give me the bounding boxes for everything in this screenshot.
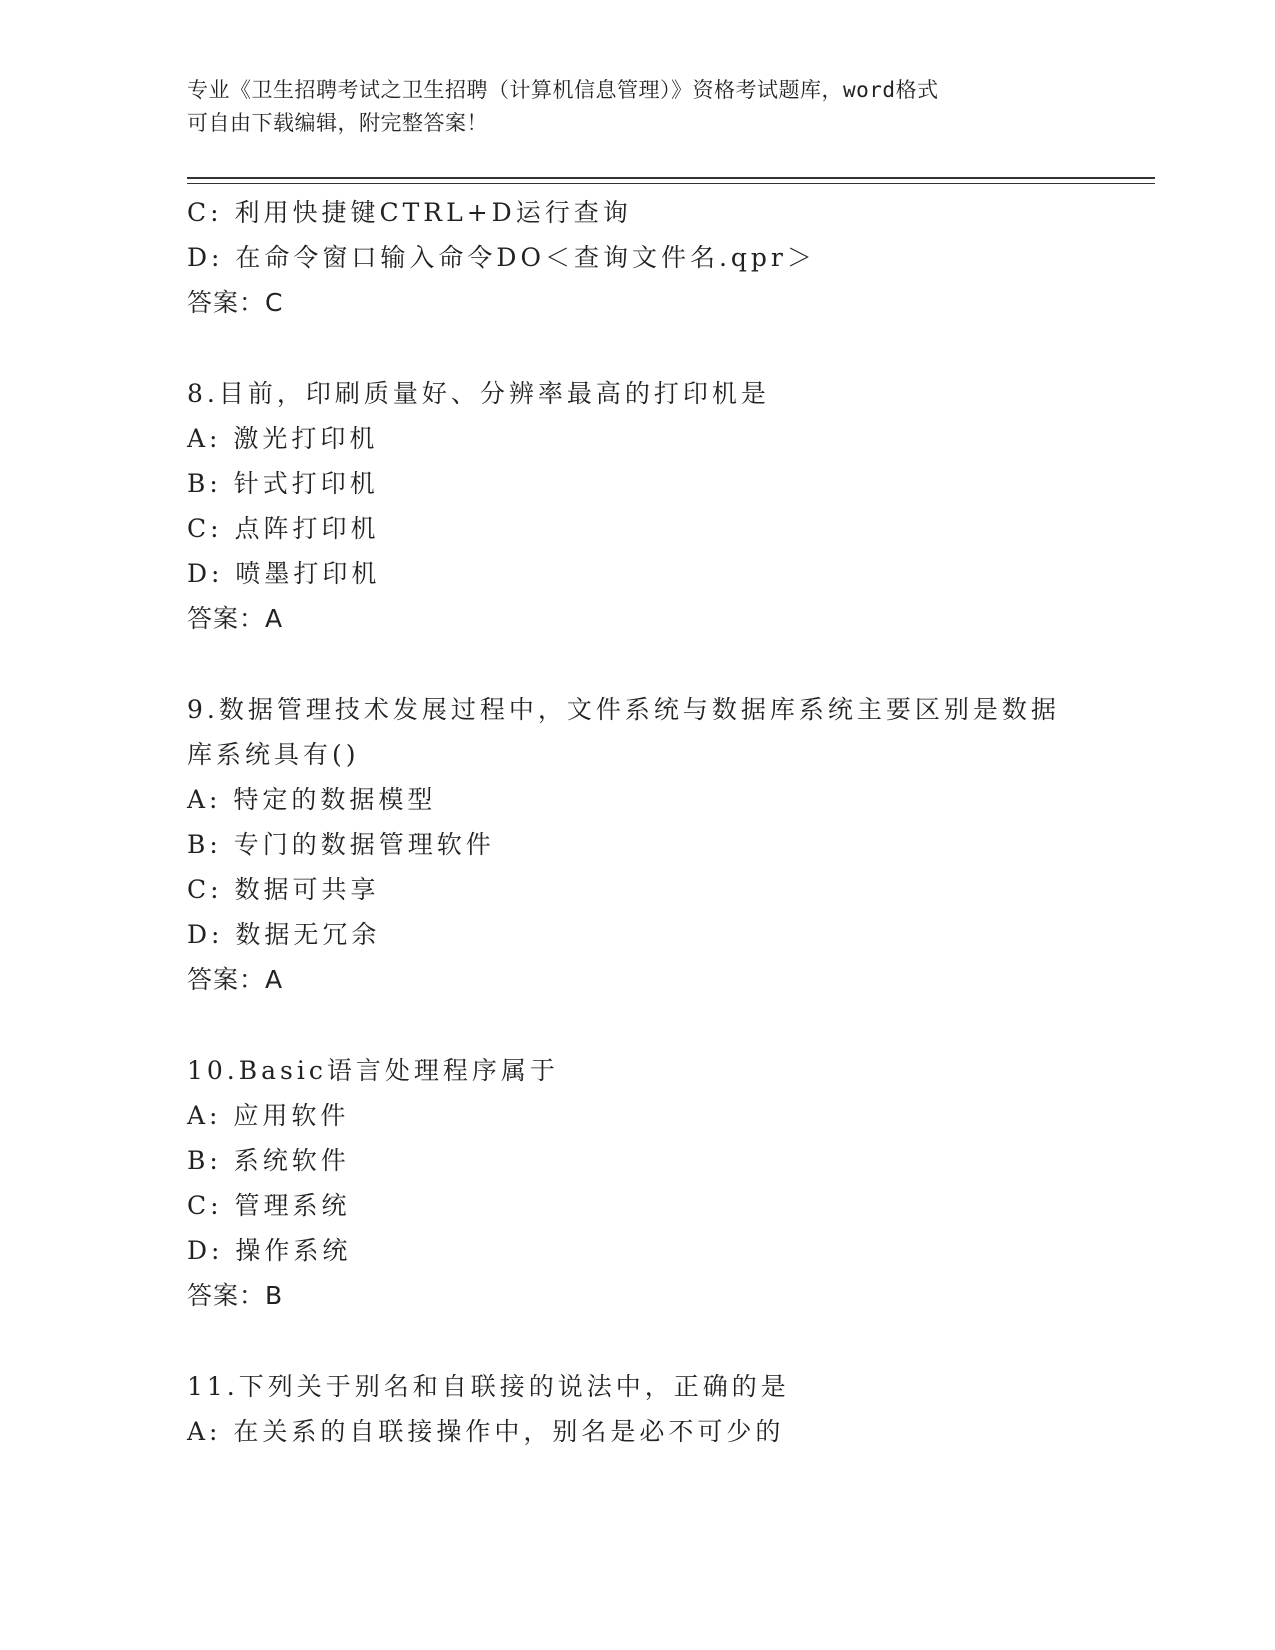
option-d: D: 喷墨打印机 (187, 559, 381, 588)
answer-line: 答案：B (187, 1281, 284, 1310)
option-b: B: 针式打印机 (187, 469, 379, 498)
option-d: D: 操作系统 (187, 1236, 352, 1265)
option-d: D: 数据无冗余 (187, 920, 381, 949)
question-stem: 8.目前，印刷质量好、分辨率最高的打印机是 (187, 379, 770, 408)
option-a: A: 在关系的自联接操作中，别名是必不可少的 (187, 1417, 785, 1446)
answer-line: 答案：C (187, 288, 284, 317)
answer-line: 答案：A (187, 965, 284, 994)
option-b: B: 专门的数据管理软件 (187, 830, 495, 859)
question-block-9 (187, 687, 1087, 1002)
document-header (187, 74, 1087, 140)
header-divider-thin (187, 183, 1155, 184)
option-c: C: 利用快捷键CTRL+D运行查询 (187, 198, 632, 227)
header-line-1: 专业《卫生招聘考试之卫生招聘（计算机信息管理）》资格考试题库，word格式 (187, 78, 939, 102)
option-a: A: 特定的数据模型 (187, 785, 437, 814)
option-a: A: 应用软件 (187, 1101, 350, 1130)
question-block-10 (187, 1048, 1087, 1318)
option-c: C: 管理系统 (187, 1191, 351, 1220)
header-divider-thick (187, 177, 1155, 179)
question-stem: 10.Basic语言处理程序属于 (187, 1056, 559, 1085)
question-block-7 (187, 190, 1087, 325)
header-line-2: 可自由下载编辑，附完整答案！ (187, 111, 488, 135)
answer-line: 答案：A (187, 604, 284, 633)
option-c: C: 数据可共享 (187, 875, 380, 904)
option-a: A: 激光打印机 (187, 424, 379, 453)
question-stem: 11.下列关于别名和自联接的说法中，正确的是 (187, 1372, 790, 1401)
option-d: D: 在命令窗口输入命令DO＜查询文件名.qpr＞ (187, 243, 816, 272)
question-block-11 (187, 1364, 1087, 1454)
question-block-8 (187, 371, 1087, 641)
question-stem: 9.数据管理技术发展过程中，文件系统与数据库系统主要区别是数据 (187, 695, 1060, 724)
question-list (187, 190, 1087, 1454)
option-b: B: 系统软件 (187, 1146, 350, 1175)
option-c: C: 点阵打印机 (187, 514, 380, 543)
question-stem-continued: 库系统具有() (187, 740, 360, 769)
